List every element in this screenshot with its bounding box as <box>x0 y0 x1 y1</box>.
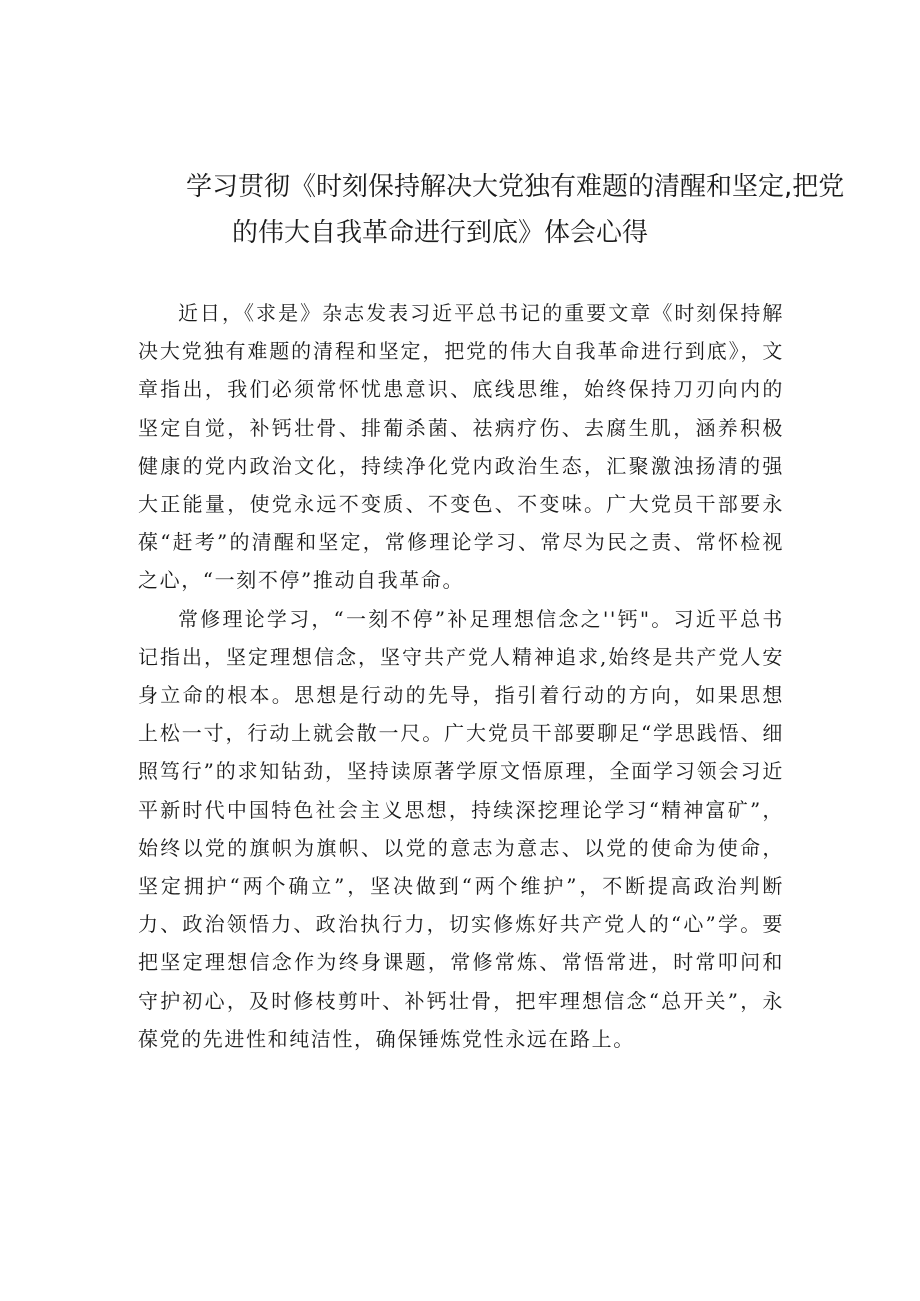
document-title <box>140 164 845 256</box>
document-body <box>138 294 784 1058</box>
paragraph-2: 常修理论学习，“一刻不停”补足理想信念之''钙"。习近平总书记指出，坚定理想信念，坚守共产党人精神追求,始终是共产党人安身立命的根本。思想是行动的先导，指引着行动的方向，如果思想上松一寸，行动上就会散一尺。广大党员干部要聊足“学思践悟、细照笃行”的求知钻劲，坚持读原著学原文悟原理，全面学习领会习近平新时代中国特色社会主义思想，持续深挖理论学习“精神富矿”，始终以党的旗帜为旗帜、以党的意志为意志、以党的使命为使命，坚定拥护“两个确立”，坚决做到“两个维护”，不断提高政治判断力、政治领悟力、政治执行力，切实修炼好共产党人的“心”学。要把坚定理想信念作为终身课题，常修常炼、常悟常进，时常叩问和守护初心，及时修枝剪叶、补钙壮骨，把牢理想信念“总开关”，永葆党的先进性和纯洁性，确保锤炼党性永远在路上。 <box>138 606 784 1051</box>
title-line-1: 学习贯彻《时刻保持解决大党独有难题的清醒和坚定,把党 <box>186 172 845 202</box>
paragraph-1: 近日，《求是》杂志发表习近平总书记的重要文章《时刻保持解决大党独有难题的清程和坚定，把党的伟大自我革命进行到底》，文章指出，我们必须常怀忧患意识、底线思维，始终保持刀刃向内的坚定自觉，补钙壮骨、排葡杀菌、祛病疗伤、去腐生肌，涵养积极健康的党内政治文化，持续净化党内政治生态，汇聚激浊扬清的强大正能量，使党永远不变质、不变色、不变味。广大党员干部要永葆“赶考”的清醒和坚定，常修理论学习、常尽为民之责、常怀检视之心，“一刻不停”推动自我革命。 <box>138 301 784 593</box>
title-line-2: 的伟大自我革命进行到底》体会心得 <box>232 218 649 248</box>
